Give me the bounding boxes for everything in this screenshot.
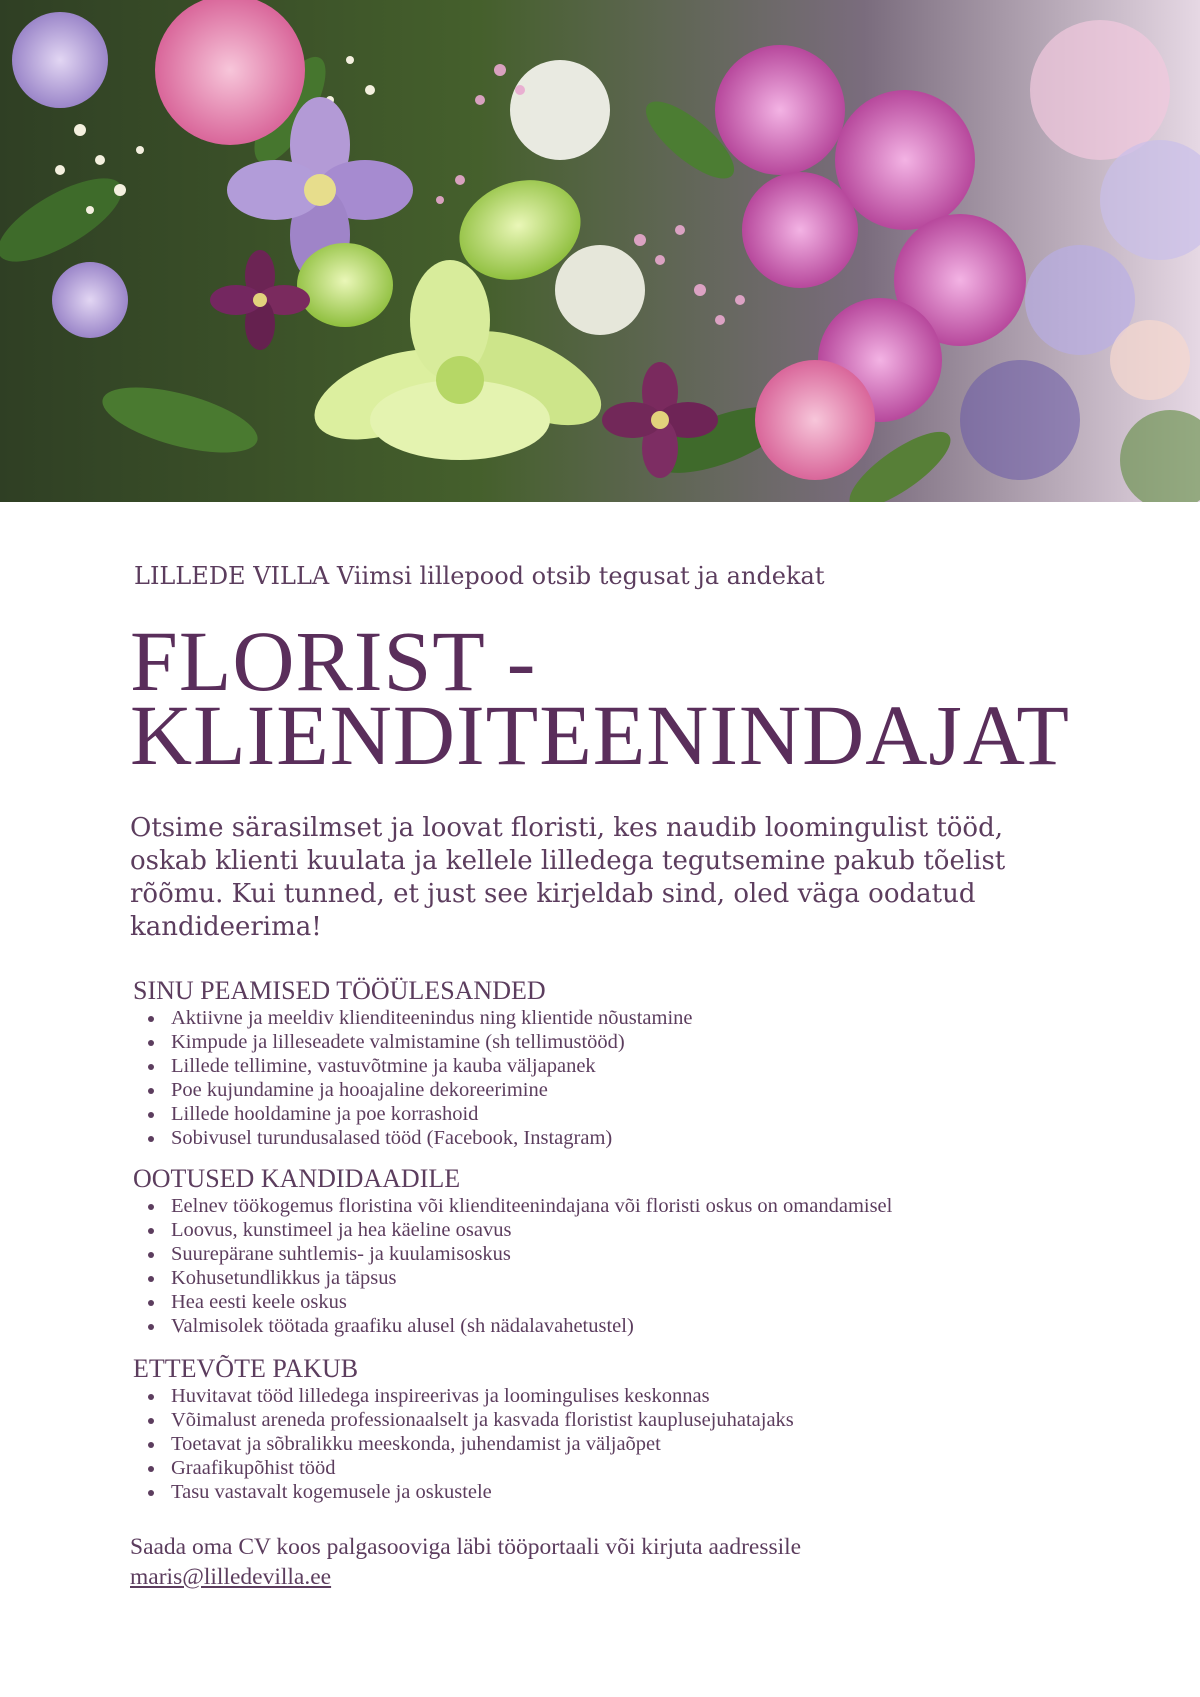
- job-title-line-2: KLIENDITEENINDAJAT: [130, 687, 1070, 783]
- section-heading: OOTUSED KANDIDAADILE: [133, 1164, 461, 1193]
- flower-bouquet-illustration: [0, 0, 1200, 502]
- list-item: Loovus, kunstimeel ja hea käeline osavus: [171, 1218, 1093, 1242]
- email-link[interactable]: maris@lilledevilla.ee: [130, 1564, 332, 1590]
- section-expectations: [133, 1164, 1093, 1338]
- list-item: Huvitavat tööd lilledega inspireerivas ja loomingulises keskonnas: [171, 1384, 1093, 1408]
- job-title-line-1: FLORIST -: [130, 613, 537, 709]
- list-item: Aktiivne ja meeldiv klienditeenindus ning klientide nõustamine: [171, 1006, 1093, 1030]
- intro-line: LILLEDE VILLA Viimsi lillepood otsib tegusat ja andekat: [134, 562, 825, 590]
- job-title: [130, 613, 1070, 783]
- expectations-list: [133, 1194, 1093, 1338]
- list-item: Hea eesti keele oskus: [171, 1290, 1093, 1314]
- list-item: Lillede tellimine, vastuvõtmine ja kauba väljapanek: [171, 1054, 1093, 1078]
- list-item: Toetavat ja sõbralikku meeskonda, juhendamist ja väljaõpet: [171, 1432, 1093, 1456]
- list-item: Suurepärane suhtlemis- ja kuulamisoskus: [171, 1242, 1093, 1266]
- offer-list: [133, 1384, 1093, 1504]
- task-list: [133, 1006, 1093, 1150]
- list-item: Sobivusel turundusalased tööd (Facebook, Instagram): [171, 1126, 1093, 1150]
- list-item: Poe kujundamine ja hooajaline dekoreerimine: [171, 1078, 1093, 1102]
- application-text: Saada oma CV koos palgasooviga läbi tööportaali või kirjuta aadressile: [130, 1534, 802, 1560]
- section-heading: ETTEVÕTE PAKUB: [133, 1354, 359, 1383]
- list-item: Võimalust areneda professionaalselt ja kasvada floristist kauplusejuhatajaks: [171, 1408, 1093, 1432]
- hero-flower-photo: [0, 0, 1200, 502]
- application-instructions: [130, 1532, 1090, 1592]
- list-item: Valmisolek töötada graafiku alusel (sh nädalavahetustel): [171, 1314, 1093, 1338]
- list-item: Kimpude ja lilleseadete valmistamine (sh tellimustööd): [171, 1030, 1093, 1054]
- list-item: Eelnev töökogemus floristina või klienditeenindajana või floristi oskus on omandamisel: [171, 1194, 1093, 1218]
- list-item: Lillede hooldamine ja poe korrashoid: [171, 1102, 1093, 1126]
- list-item: Kohusetundlikkus ja täpsus: [171, 1266, 1093, 1290]
- section-heading: SINU PEAMISED TÖÖÜLESANDED: [133, 976, 546, 1005]
- section-offer: [133, 1354, 1093, 1504]
- section-tasks: [133, 976, 1093, 1150]
- list-item: Tasu vastavalt kogemusele ja oskustele: [171, 1480, 1093, 1504]
- list-item: Graafikupõhist tööd: [171, 1456, 1093, 1480]
- lead-paragraph: Otsime särasilmset ja loovat floristi, kes naudib loomingulist tööd, oskab klienti kuulata ja kellele lilledega tegutsemine pakub tõelist rõõmu. Kui tunned, et just see kirjeldab sind, oled väga oodatud kandideerima!: [130, 813, 1006, 942]
